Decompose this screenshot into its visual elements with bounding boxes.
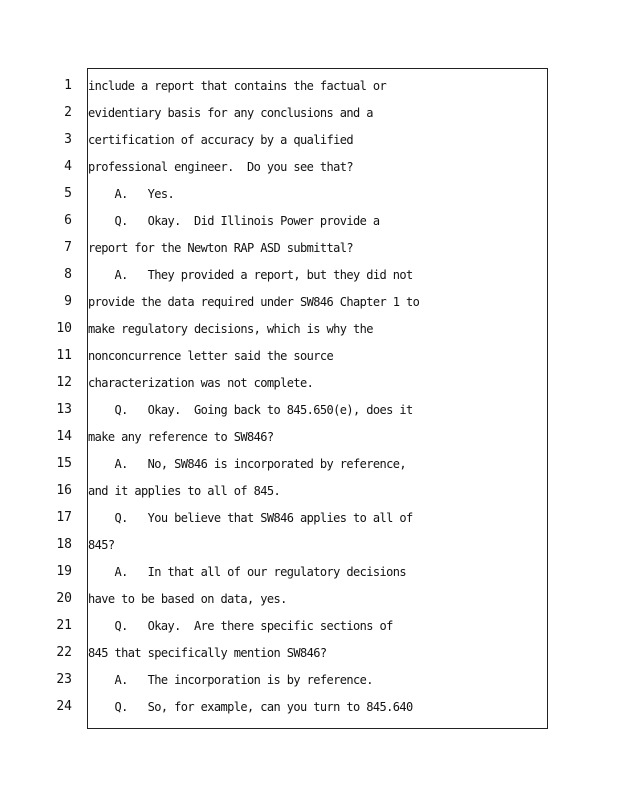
line-text: evidentiary basis for any conclusions and a (88, 106, 373, 120)
line-number: 13 (56, 402, 72, 417)
line-number: 19 (56, 564, 72, 579)
line-text: professional engineer. Do you see that? (88, 160, 353, 174)
line-number: 12 (56, 375, 72, 390)
line-number: 18 (56, 537, 72, 552)
line-text: Q. Okay. Going back to 845.650(e), does it (88, 403, 413, 417)
transcript-line (0, 589, 618, 609)
transcript-line (0, 481, 618, 501)
line-number: 24 (56, 699, 72, 714)
line-text: report for the Newton RAP ASD submittal? (88, 241, 353, 255)
line-text: A. The incorporation is by reference. (88, 673, 373, 687)
line-text: A. Yes. (88, 187, 175, 201)
line-number: 5 (64, 186, 72, 201)
transcript-line (0, 265, 618, 285)
transcript-line (0, 427, 618, 447)
line-text: Q. So, for example, can you turn to 845.640 (88, 700, 413, 714)
line-text: have to be based on data, yes. (88, 592, 287, 606)
transcript-line (0, 535, 618, 555)
transcript-line (0, 346, 618, 366)
transcript-line (0, 292, 618, 312)
line-number: 7 (64, 240, 72, 255)
line-number: 20 (56, 591, 72, 606)
transcript-line (0, 670, 618, 690)
transcript-line (0, 184, 618, 204)
line-number: 23 (56, 672, 72, 687)
line-number: 6 (64, 213, 72, 228)
line-text: Q. Okay. Are there specific sections of (88, 619, 393, 633)
line-text: make any reference to SW846? (88, 430, 274, 444)
transcript-line (0, 508, 618, 528)
line-number: 22 (56, 645, 72, 660)
line-number: 16 (56, 483, 72, 498)
line-text: make regulatory decisions, which is why the (88, 322, 373, 336)
line-text: nonconcurrence letter said the source (88, 349, 334, 363)
line-number: 10 (56, 321, 72, 336)
line-text: include a report that contains the factual or (88, 79, 387, 93)
line-text: A. They provided a report, but they did not (88, 268, 413, 282)
line-text: 845? (88, 538, 115, 552)
transcript-line (0, 103, 618, 123)
line-number: 11 (56, 348, 72, 363)
line-text: 845 that specifically mention SW846? (88, 646, 327, 660)
transcript-line (0, 616, 618, 636)
line-number: 4 (64, 159, 72, 174)
transcript-line (0, 697, 618, 717)
transcript-line (0, 454, 618, 474)
line-number: 14 (56, 429, 72, 444)
line-number: 15 (56, 456, 72, 471)
transcript-line (0, 643, 618, 663)
line-number: 17 (56, 510, 72, 525)
transcript-line (0, 76, 618, 96)
line-number: 1 (64, 78, 72, 93)
line-text: Q. Okay. Did Illinois Power provide a (88, 214, 380, 228)
line-number: 3 (64, 132, 72, 147)
line-text: certification of accuracy by a qualified (88, 133, 353, 147)
line-number: 8 (64, 267, 72, 282)
transcript-line (0, 373, 618, 393)
line-number: 21 (56, 618, 72, 633)
line-text: A. No, SW846 is incorporated by reference, (88, 457, 406, 471)
transcript-line (0, 562, 618, 582)
transcript-line (0, 400, 618, 420)
transcript-line (0, 211, 618, 231)
line-text: characterization was not complete. (88, 376, 314, 390)
line-text: provide the data required under SW846 Chapter 1 to (88, 295, 420, 309)
line-text: and it applies to all of 845. (88, 484, 281, 498)
transcript-line (0, 238, 618, 258)
transcript-line (0, 157, 618, 177)
line-text: A. In that all of our regulatory decisions (88, 565, 406, 579)
transcript-line (0, 319, 618, 339)
line-number: 9 (64, 294, 72, 309)
line-text: Q. You believe that SW846 applies to all of (88, 511, 413, 525)
line-number: 2 (64, 105, 72, 120)
transcript-line (0, 130, 618, 150)
